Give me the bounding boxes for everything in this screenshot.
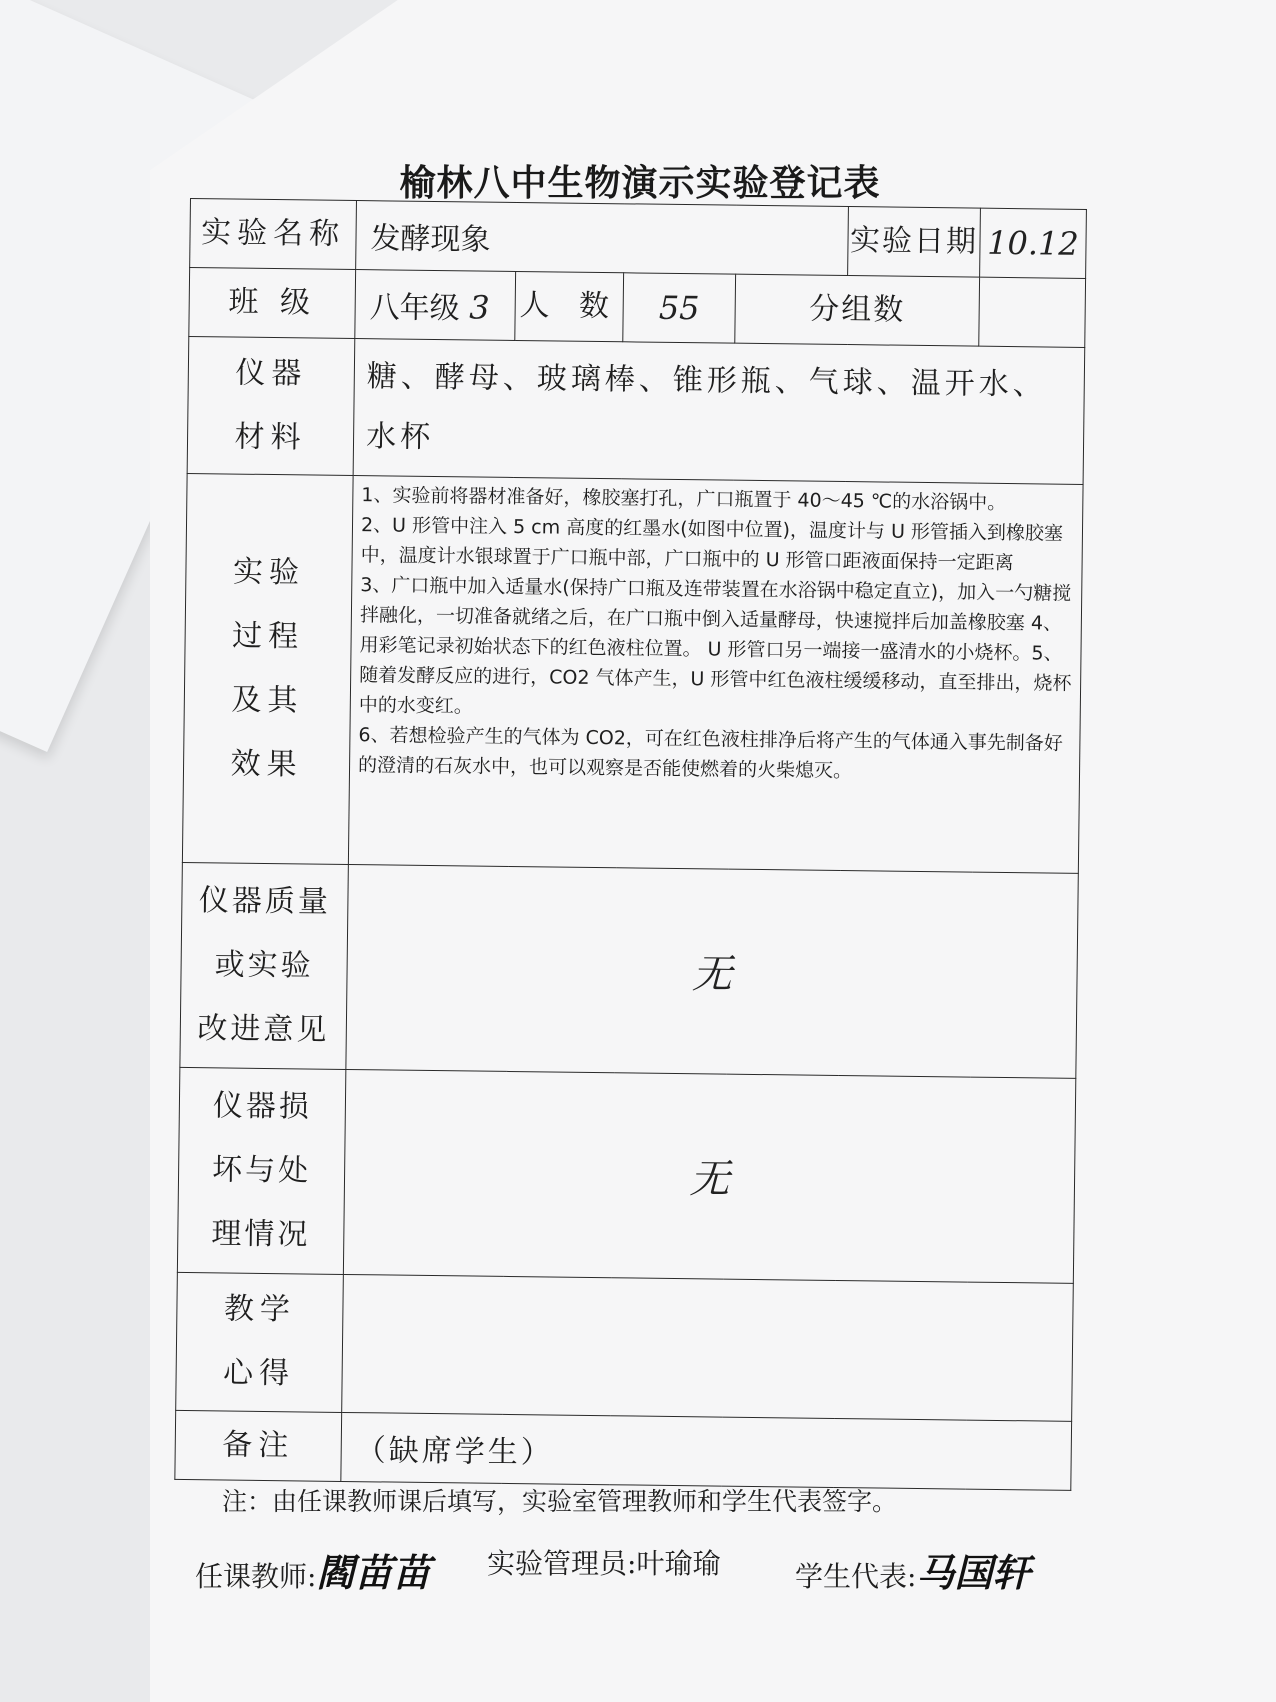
row-process bbox=[182, 474, 1083, 874]
row-damage bbox=[177, 1067, 1075, 1283]
student-signature-hand: 马国轩 bbox=[916, 1550, 1031, 1595]
people-value: 55 bbox=[623, 273, 736, 343]
process-step-2: 2、U 形管中注入 5 cm 高度的红墨水(如图中位置)，温度计与 U 形管插入到橡胶塞中，温度计水银球置于广口瓶中部，广口瓶中的 U 形管口距液面保持一定距离 bbox=[360, 514, 1064, 575]
experiment-date-label: 实验日期 bbox=[848, 207, 981, 278]
student-representative: 学生代表:马国轩 bbox=[795, 1550, 1031, 1595]
groups-value bbox=[979, 277, 1086, 347]
registration-table bbox=[174, 198, 1087, 1491]
teacher-signature-hand: 閻苗苗 bbox=[316, 1550, 431, 1595]
class-label: 班 级 bbox=[189, 268, 356, 339]
materials-value: 糖、酵母、玻璃棒、锥形瓶、气球、温开水、水杯 bbox=[353, 339, 1085, 485]
signature-row bbox=[195, 1528, 1115, 1598]
row-class bbox=[189, 268, 1086, 348]
footer-note: 注：由任课教师课后填写，实验室管理教师和学生代表签字。 bbox=[222, 1487, 898, 1516]
teaching-value bbox=[342, 1274, 1074, 1421]
process-label: 实验 过程 及其 效果 bbox=[182, 474, 353, 865]
process-text bbox=[348, 476, 1083, 874]
process-step-4: 6、若想检验产生的气体为 CO2，可在红色液柱排净后将产生的气体通入事先制备好的澄清的石灰水中，也可以观察是否能使燃着的火柴熄灭。 bbox=[357, 724, 1063, 783]
groups-label: 分组数 bbox=[735, 274, 980, 346]
class-cell bbox=[355, 270, 516, 341]
row-quality bbox=[180, 862, 1078, 1078]
quality-label: 仪器质量 或实验 改进意见 bbox=[180, 862, 348, 1069]
form-title: 榆林八中生物演示实验登记表 bbox=[399, 163, 881, 204]
lab-admin-name: 叶瑜瑜 bbox=[636, 1547, 721, 1580]
remarks-value: （缺席学生） bbox=[341, 1412, 1072, 1490]
materials-label: 仪器 材料 bbox=[187, 337, 355, 476]
class-number: 3 bbox=[468, 288, 490, 327]
teacher-signature: 任课教师:閻苗苗 bbox=[195, 1550, 431, 1595]
row-teaching bbox=[176, 1272, 1074, 1421]
remarks-label: 备注 bbox=[175, 1410, 342, 1481]
experiment-name-label: 实验名称 bbox=[190, 199, 357, 270]
class-value: 八年级 bbox=[369, 290, 460, 327]
experiment-date-value: 10.12 bbox=[980, 208, 1087, 278]
process-step-1: 1、实验前将器材准备好，橡胶塞打孔，广口瓶置于 40～45 ℃的水浴锅中。 bbox=[361, 484, 1007, 515]
row-remarks bbox=[175, 1410, 1072, 1490]
people-label: 人 数 bbox=[515, 272, 624, 342]
process-step-3: 3、广口瓶中加入适量水(保持广口瓶及连带装置在水浴锅中稳定直立)，加入一勺糖搅拌融化，一切准备就绪之后，在广口瓶中倒入适量酵母，快速搅拌后加盖橡胶塞 4、用彩笔记录初始状态下的红色液柱位置。 U 形管口另一端接一盛清水的小烧杯。5、随着发酵反应的进行，CO2 气体产生，U 形管中红色液柱缓缓移动，直至排出，烧杯中的水变红。 bbox=[358, 574, 1072, 718]
lab-admin: 实验管理员:叶瑜瑜 bbox=[487, 1547, 721, 1580]
row-materials bbox=[187, 337, 1085, 485]
row-experiment-name bbox=[190, 199, 1087, 279]
experiment-name-value: 发酵现象 bbox=[356, 201, 849, 276]
damage-label: 仪器损 坏与处 理情况 bbox=[177, 1067, 345, 1274]
damage-value: 无 bbox=[343, 1069, 1075, 1283]
quality-value: 无 bbox=[346, 864, 1078, 1078]
teaching-label: 教学 心得 bbox=[176, 1272, 344, 1412]
